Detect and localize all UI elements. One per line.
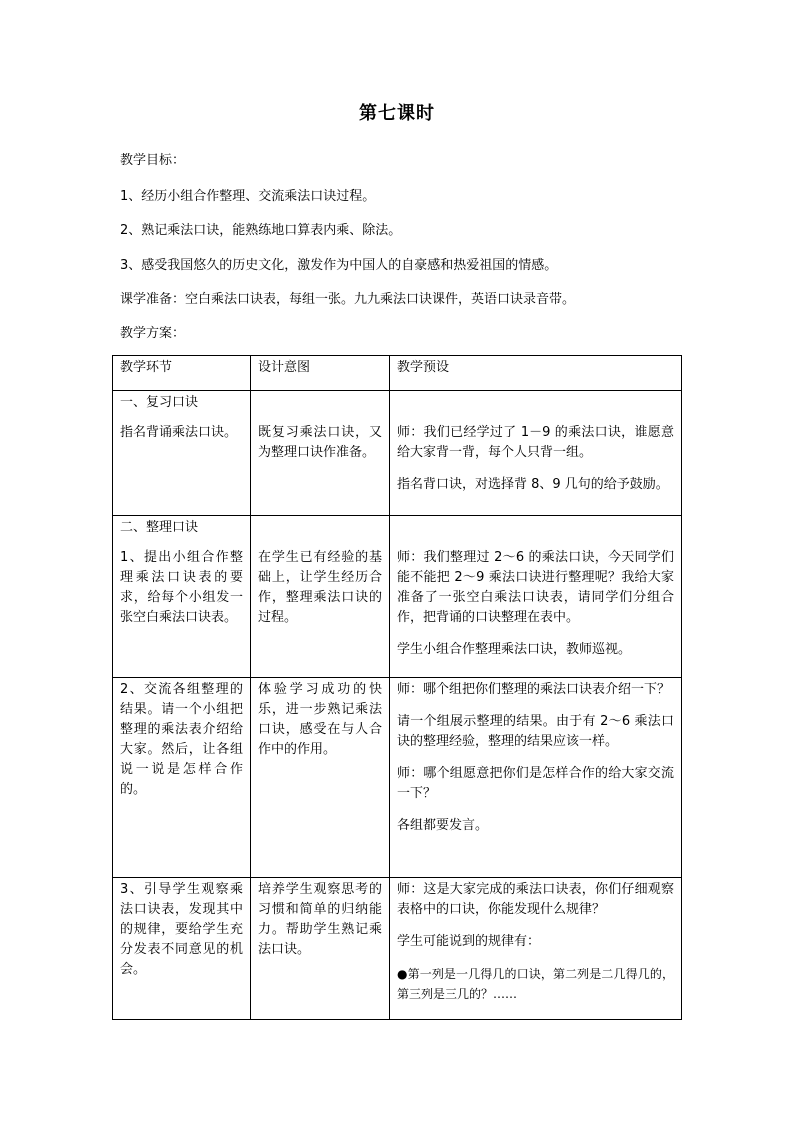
objective-3: 3、感受我国悠久的历史文化，激发作为中国人的自豪感和热爱祖国的情感。: [120, 258, 558, 273]
preset-text: 指名背口诀，对选择背 8、9 几句的给予鼓励。: [397, 477, 669, 492]
preset-cell: [390, 391, 682, 516]
stage-cell: [113, 516, 251, 678]
stage-cell: [113, 391, 251, 516]
intent-text: 既复习乘法口诀，又为整理口诀作准备。: [258, 425, 382, 460]
objectives-heading: 教学目标：: [120, 153, 186, 168]
preset-text: 师：我们已经学过了 1－9 的乘法口诀，谁愿意给大家背一背，每个人只背一组。: [397, 425, 674, 460]
intent-cell: [251, 391, 390, 516]
intent-cell: [251, 878, 390, 1020]
preset-text: 师：哪个组把你们整理的乘法口诀表介绍一下？: [397, 682, 671, 697]
preset-text: 学生可能说到的规律有：: [397, 934, 541, 949]
section-title: 二、整理口诀: [120, 520, 199, 535]
page-title: 第七课时: [359, 103, 435, 124]
intent-text: 在学生已有经验的基础上，让学生经历合作，整理乘法口诀的过程。: [258, 550, 382, 625]
preset-text: 师：我们整理过 2～6 的乘法口诀，今天同学们能不能把 2～9 乘法口诀进行整理呢？我给大家准备了一张空白乘法口诀表，请同学们分组合作，把背诵的口诀整理在表中。: [397, 550, 674, 625]
preset-text: 各组都要发言。: [397, 818, 489, 833]
header-teaching-stage: 教学环节: [113, 356, 251, 391]
objective-2: 2、熟记乘法口诀，能熟练地口算表内乘、除法。: [120, 223, 402, 238]
table-header-row: [113, 356, 682, 391]
preset-text: 师：哪个组愿意把你们是怎样合作的给大家交流一下？: [397, 766, 674, 801]
stage-cell: [113, 678, 251, 878]
intent-cell: [251, 516, 390, 678]
section-title: 一、复习口诀: [120, 395, 199, 410]
stage-step: 2、交流各组整理的结果。请一个小组把整理的乘法表介绍给大家。然后，让各组说一说是怎样合作的。: [120, 682, 243, 797]
preset-text: 学生小组合作整理乘法口诀，教师巡视。: [397, 642, 632, 657]
intent-cell: [251, 678, 390, 878]
stage-step: 1、提出小组合作整理乘法口诀表的要求，给每个小组发一张空白乘法口诀表。: [120, 550, 243, 625]
table-row: [113, 678, 682, 878]
header-design-intent: 设计意图: [251, 356, 390, 391]
intent-text: 体验学习成功的快乐，进一步熟记乘法口诀，感受在与人合作中的作用。: [258, 682, 382, 757]
header-teaching-preset: 教学预设: [390, 356, 682, 391]
preparation-text: 课学准备：空白乘法口诀表，每组一张。九九乘法口诀课件，英语口诀录音带。: [120, 292, 576, 307]
objective-1: 1、经历小组合作整理、交流乘法口诀过程。: [120, 189, 376, 204]
table-row: [113, 391, 682, 516]
preset-bullet: ●第一列是一几得几的口诀，第二列是二几得几的，第三列是三几的？……: [397, 967, 674, 1001]
preset-text: 师：这是大家完成的乘法口诀表，你们仔细观察表格中的口诀，你能发现什么规律？: [397, 882, 674, 917]
table-row: [113, 516, 682, 678]
stage-cell: [113, 878, 251, 1020]
stage-step: 指名背诵乘法口诀。: [120, 425, 238, 440]
preset-cell: [390, 678, 682, 878]
table-row: [113, 878, 682, 1020]
preset-text: 请一个组展示整理的结果。由于有 2～6 乘法口诀的整理经验，整理的结果应该一样。: [397, 714, 674, 749]
lesson-plan-table: [112, 355, 682, 1020]
plan-heading: 教学方案：: [120, 326, 186, 341]
preset-cell: [390, 516, 682, 678]
intent-text: 培养学生观察思考的习惯和简单的归纳能力。帮助学生熟记乘法口诀。: [258, 882, 382, 957]
preset-cell: [390, 878, 682, 1020]
stage-step: 3、引导学生观察乘法口诀表，发现其中的规律，要给学生充分发表不同意见的机会。: [120, 882, 243, 977]
